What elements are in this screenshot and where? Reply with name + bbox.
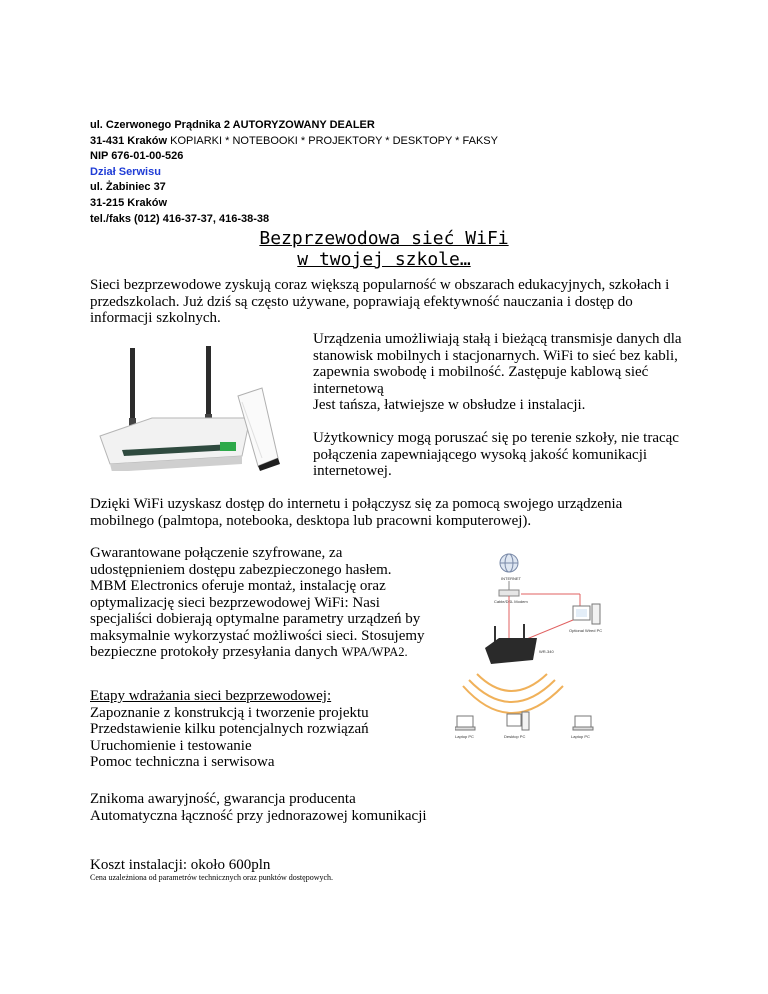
- cost-line: Koszt instalacji: około 600pln: [90, 857, 271, 873]
- nip-line: NIP 676-01-00-526: [90, 150, 184, 163]
- router-image: [92, 346, 292, 476]
- laptop-pc-1-label: Laptop PC: [455, 734, 474, 739]
- city-line: 31-431 Kraków KOPIARKI * NOTEBOOKI * PROJEKTORY * DESKTOPY * FAKSY: [90, 134, 498, 147]
- intro-paragraph: Sieci bezprzewodowe zyskują coraz większą popularność w obszarach edukacyjnych, szkołach i przedszkolach. Już dziś są często używane, poprawiają efektywność nauczania i dostęp do informacji szkolnych.: [90, 277, 670, 326]
- title-line-1: Bezprzewodowa sieć WiFi: [259, 228, 509, 249]
- protocols-label: WPA/WPA2.: [341, 645, 408, 659]
- service-city: 31-215 Kraków: [90, 196, 168, 209]
- features-text-cheaper: Jest tańsza, łatwiejsze w obsłudze i instalacji.: [313, 397, 586, 413]
- service-department-label: Dział Serwisu: [90, 165, 161, 178]
- stage-item: Zapoznanie z konstrukcją i tworzenie projektu: [90, 704, 369, 721]
- benefit-item: Znikoma awaryjność, gwarancja producenta: [90, 791, 356, 807]
- address-line: ul. Czerwonego Prądnika 2 AUTORYZOWANY DEALER: [90, 119, 375, 131]
- service-street: ul. Żabiniec 37: [90, 181, 166, 194]
- security-paragraph: [90, 545, 430, 661]
- stages-heading: Etapy wdrażania sieci bezprzewodowej:: [90, 688, 332, 704]
- benefits-section: [90, 791, 510, 824]
- phone-fax: tel./faks (012) 416-37-37, 416-38-38: [90, 212, 270, 225]
- wired-pc-label: Optional Wired PC: [569, 628, 603, 633]
- stage-item: Pomoc techniczna i serwisowa: [90, 754, 275, 770]
- router-model-label: WR-340: [539, 649, 554, 654]
- stages-section: [90, 688, 430, 771]
- features-text: Urządzenia umożliwiają stałą i bieżącą transmisje danych dla stanowisk mobilnych i stacjonarnych. WiFi to sieć bez kabli, zapewnia swobodę i mobilność. Zastępuje kablową sieć internetową: [313, 331, 682, 397]
- company-header: [90, 118, 498, 227]
- security-text: Gwarantowane połączenie szyfrowane, za udostępnieniem dostępu zabezpieczonego hasłem. MBM Electronics oferuje montaż, instalację oraz optymalizację sieci bezprzewodowej WiFi: Nasi specjaliści dobierają optymalne parametry urządzeń by maksymalnie wykorzystać możliwości sieci. Stosujemy bezpieczne protokoły przesyłania danych: [90, 545, 425, 660]
- stage-item: Przedstawienie kilku potencjalnych rozwiązań: [90, 721, 369, 737]
- laptop-pc-2-label: Laptop PC: [571, 734, 590, 739]
- mobility-paragraph: Użytkownicy mogą poruszać się po terenie szkoły, nie tracąc połączenia zapewniającego wysoką jakość komunikacji internetowej.: [313, 430, 679, 479]
- page-title: [0, 228, 768, 270]
- desktop-pc-label: Desktop PC: [504, 734, 526, 739]
- title-line-2: w twojej szkole…: [297, 249, 471, 270]
- benefit-item: Automatyczna łączność przy jednorazowej komunikacji: [90, 807, 427, 824]
- stage-item: Uruchomienie i testowanie: [90, 737, 252, 754]
- access-paragraph: Dzięki WiFi uzyskasz dostęp do internetu i połączysz się za pomocą swojego urządzenia mobilnego (palmtopa, notebooka, desktopa lub pracowni komputerowej).: [90, 496, 623, 529]
- modem-label: Cable/DSL Modem: [494, 599, 528, 604]
- cost-footnote: Cena uzależniona od parametrów technicznych oraz punktów dostępowych.: [90, 873, 334, 882]
- features-paragraph: [313, 331, 713, 414]
- internet-label: INTERNET: [501, 576, 521, 581]
- network-diagram: [455, 548, 615, 758]
